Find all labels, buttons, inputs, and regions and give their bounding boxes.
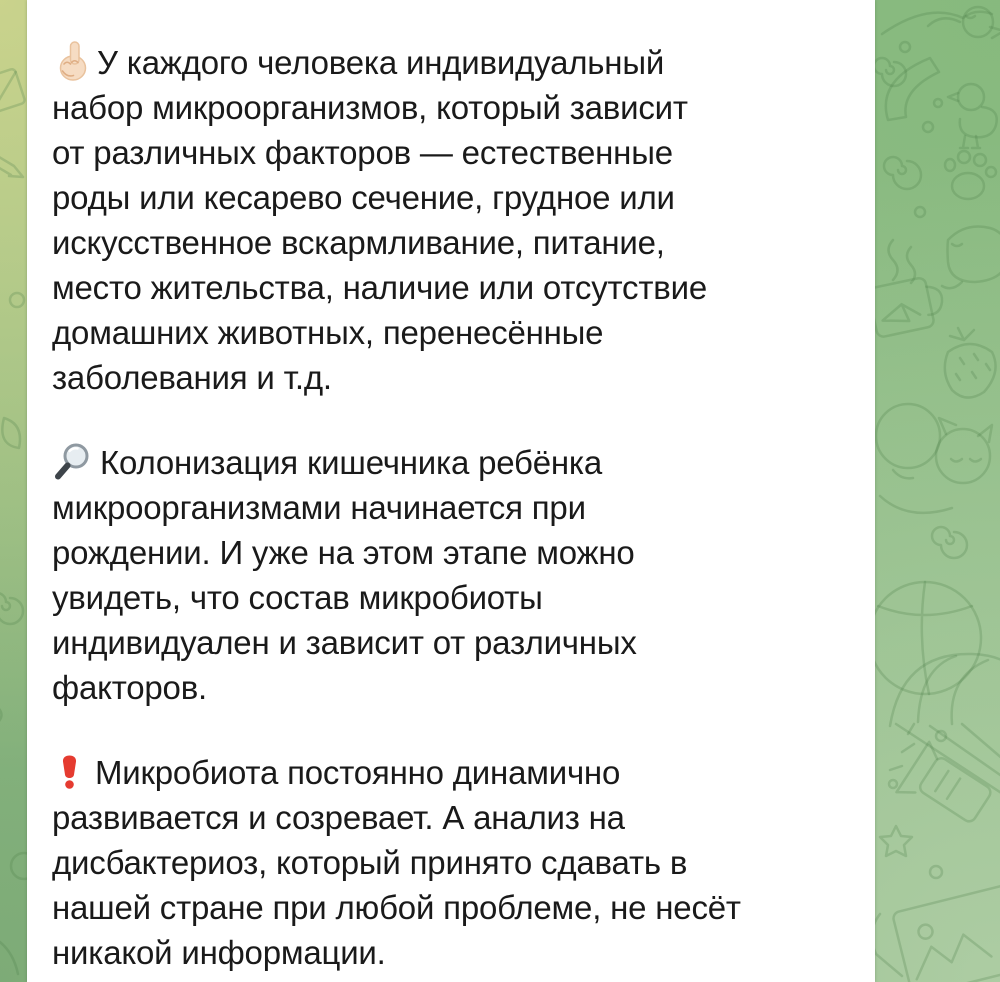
message-line: увидеть, что состав микробиоты bbox=[52, 579, 543, 616]
message-paragraph-1 bbox=[52, 40, 861, 400]
message-line: набор микроорганизмов, который зависит bbox=[52, 89, 688, 126]
message-line: индивидуален и зависит от различных bbox=[52, 624, 637, 661]
message-line: рождении. И уже на этом этапе можно bbox=[52, 534, 635, 571]
message-line: Колонизация кишечника ребёнка bbox=[100, 444, 603, 481]
message-line: У каждого человека индивидуальный bbox=[97, 44, 665, 81]
message-line: заболевания и т.д. bbox=[52, 359, 332, 396]
message-line: факторов. bbox=[52, 669, 208, 706]
message-line: нашей стране при любой проблеме, не несёт bbox=[52, 889, 741, 926]
message-paragraph-2 bbox=[52, 440, 861, 710]
message-line: Микробиота постоянно динамично bbox=[95, 754, 621, 791]
red-exclamation-emoji bbox=[60, 754, 79, 800]
message-line: дисбактериоз, который принято сдавать в bbox=[52, 844, 688, 881]
message-line: роды или кесарево сечение, грудное или bbox=[52, 179, 675, 216]
message-line: искусственное вскармливание, питание, bbox=[52, 224, 665, 261]
message-line: от различных факторов — естественные bbox=[52, 134, 673, 171]
message-line: микроорганизмами начинается при bbox=[52, 489, 586, 526]
message-bubble[interactable] bbox=[27, 0, 875, 982]
message-line: место жительства, наличие или отсутствие bbox=[52, 269, 707, 306]
message-line: никакой информации. bbox=[52, 934, 386, 971]
message-paragraph-3 bbox=[52, 750, 861, 975]
message-line: домашних животных, перенесённые bbox=[52, 314, 604, 351]
message-line: развивается и созревает. А анализ на bbox=[52, 799, 625, 836]
